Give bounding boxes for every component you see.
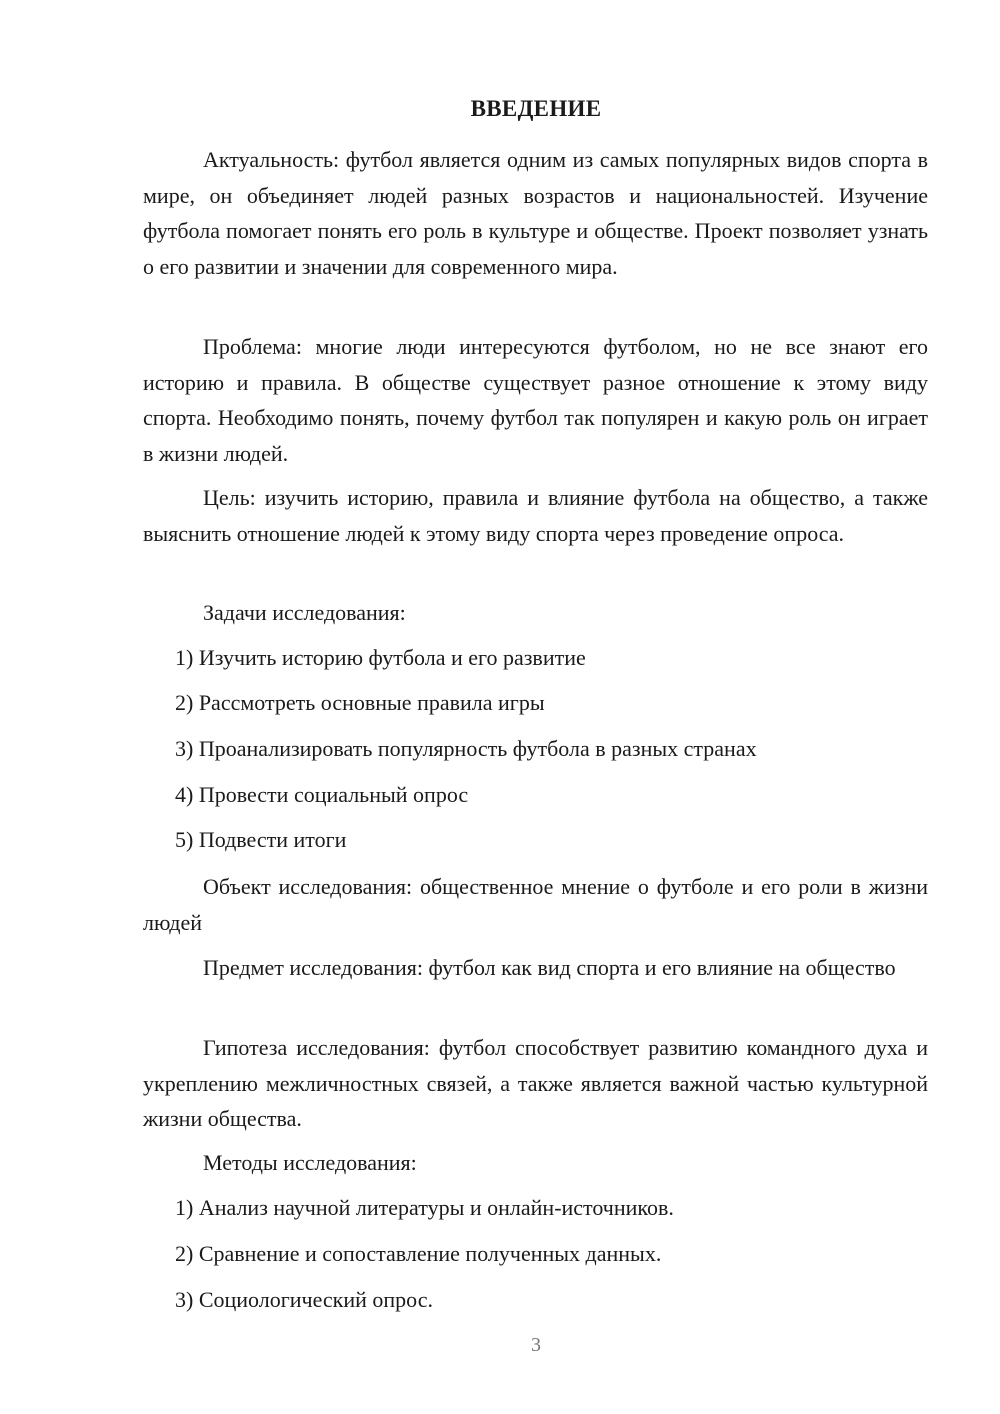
section-heading: ВВЕДЕНИЕ	[470, 96, 602, 121]
problem-paragraph	[143, 329, 928, 471]
task-item: 2) Рассмотреть основные правила игры	[175, 690, 545, 715]
method-item: 2) Сравнение и сопоставление полученных данных.	[175, 1241, 662, 1266]
tasks-label: Задачи исследования:	[203, 600, 406, 625]
subject-text: Предмет исследования: футбол как вид спорта и его влияние на общество	[203, 955, 896, 980]
goal-text: Цель: изучить историю, правила и влияние футбола на общество, а также выяснить отношение людей к этому виду спорта через проведение опроса.	[143, 485, 928, 546]
task-item: 4) Провести социальный опрос	[175, 782, 469, 807]
methods-label: Методы исследования:	[203, 1150, 417, 1175]
task-item: 1) Изучить историю футбола и его развитие	[175, 645, 586, 670]
goal-paragraph	[143, 480, 928, 551]
page-number: 3	[531, 1334, 541, 1356]
relevance-paragraph	[143, 142, 928, 284]
object-paragraph	[143, 869, 928, 940]
problem-text: Проблема: многие люди интересуются футболом, но не все знают его историю и правила. В обществе существует разное отношение к этому виду спорта. Необходимо понять, почему футбол так популярен и какую роль он играет в жизни людей.	[143, 334, 928, 466]
hypothesis-text: Гипотеза исследования: футбол способствует развитию командного духа и укреплению межличностных связей, а также является важной частью культурной жизни общества.	[143, 1035, 928, 1131]
method-item: 1) Анализ научной литературы и онлайн-источников.	[175, 1195, 674, 1220]
subject-paragraph	[143, 950, 928, 986]
task-item: 5) Подвести итоги	[175, 827, 347, 852]
hypothesis-paragraph	[143, 1030, 928, 1137]
relevance-text: Актуальность: футбол является одним из самых популярных видов спорта в мире, он объединяет людей разных возрастов и национальностей. Изучение футбола помогает понять его роль в культуре и обществе. Проект позволяет узнать о его развитии и значении для современного мира.	[143, 147, 928, 279]
method-item: 3) Социологический опрос.	[175, 1287, 433, 1312]
object-text: Объект исследования: общественное мнение о футболе и его роли в жизни людей	[143, 874, 928, 935]
task-item: 3) Проанализировать популярность футбола в разных странах	[175, 736, 757, 761]
